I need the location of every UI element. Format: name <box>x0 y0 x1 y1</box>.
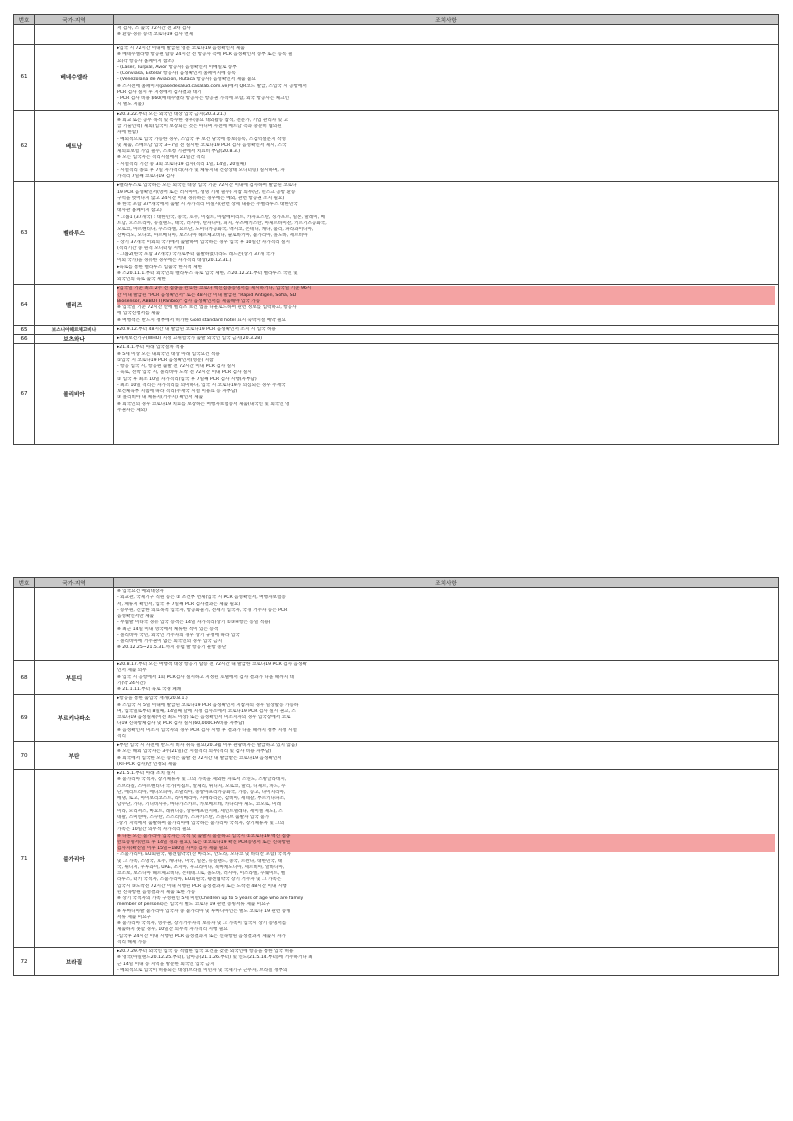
measure-line: 주권자는 제외) <box>117 407 147 413</box>
measure-line: 서, 체류지 확인서, 입국 후 7일째 PCR 검사결과는 제출 필요) <box>117 601 241 607</box>
measure-line: 스브라질, 스아르헨티나 국가(이집트, 알제리, 튀니지, 모로코, 말리, 니제르, 차드, 수 <box>117 783 286 789</box>
measure-line: 19 PCR 음성확인서(영어 또는 러시아어, 성명 기재 필수) 지참 의무(단, 민스크 공항 환승 <box>117 189 296 195</box>
measure-line: 나19 신속항체검사 및 PCR 검사 실시(60,000CFA비용 자부담) <box>117 721 245 727</box>
measure-line: 대사관 홈페이지 참고) <box>117 208 162 214</box>
country-name: 베트남 <box>35 110 114 182</box>
measure-line: - 스불가리아, EU회원국, 쉥겐협약국(산 마리노, 안도라, 모나코 및 바티칸 포함) 국적자 <box>117 852 291 858</box>
measure-line: - 예외적으로 입국이 허용되는 대상(브라질 이민자 및 국제기구 근무자, 브라질 정부의 <box>117 967 288 973</box>
measure-line: -입국후 24시간 이내 시행된 PCR 음성결과지 또는 신속항원 음성결과지 제출시 자가 <box>117 933 286 939</box>
measure-line: 시 별도 지불) <box>117 102 144 108</box>
measure-line: ※ 영국(아일랜드20.12.25.부터), 남아공(21.1.26.부터) 및 인도(21.5.14.부터)에 거주하거나 최 <box>117 955 313 961</box>
measure-line: ※ 입국 시 공항에서 1회 PCR검사 실시하고 지정된 호텔에서 검사 결과가 나올 때까지 대 <box>117 674 294 680</box>
measure-line: 모로코, 아르헨티나, 쿠스라엘, 요르단, 도미니카공화국, 멕시코, 몬테니, 캐나, 불리, 파라과이니아, <box>117 227 314 232</box>
measure-line: ※ 21.1.11.부터 육로 국경 폐쇄 <box>117 687 182 692</box>
measure-line: member of persons)은 입국시 별도 코로나 19 관련 증빙서류 제출 미요구 <box>117 902 270 908</box>
measure-line: - 항공 입국 시, 항공편 출발 전 72시간 이내 PCR 검사 실시 <box>117 364 236 369</box>
measure-line: - (Conviasa, Estelar 항공사) 음성확인서 홈페이지에 등록 <box>117 71 236 76</box>
country-name <box>35 25 114 45</box>
measure-line: 며, 입국일로부터 8일째, 14일째 날에 지정 검사소에서 코로나19 PCR 검사 실시 권고, 스 <box>117 708 296 714</box>
table-header-row <box>14 15 779 25</box>
measure-line: - 무협발 이타국 경유 입국 승객은 14일 자가격리(상기 ①③④항은 동일 적용) <box>117 620 271 626</box>
measure-line: ※ 불가리아 국적자, 영주권, 장기거주자격 보유자 및 그 가족이 입국시 상기 증명서를 <box>117 921 287 926</box>
measures-cell <box>114 110 779 182</box>
measure-line: 인서 제출 의무 <box>117 668 147 674</box>
header-no: 번호 <box>14 578 35 588</box>
country-name: 베네수엘라 <box>35 45 114 111</box>
row-number: 62 <box>14 110 35 182</box>
country-name: 브라질 <box>35 948 114 976</box>
measure-line: ①입국 시 코로나19 PCR 음성확인서(영문) 지참 <box>117 357 214 363</box>
measure-line: 라루스, 터키 국적자, 스불가리아, EU회원국, 쉥겐협약국 장기 거주자 및 그 가족은 <box>117 877 282 883</box>
row-number: 65 <box>14 325 35 334</box>
measures-cell <box>114 285 779 326</box>
measure-line: ※ 환승·경유 승객 코로나19 검사 면제 <box>117 32 194 38</box>
row-number: 69 <box>14 695 35 742</box>
measure-line: 검사지(확진일 이후 15일~180일 사이) 검사 제출 필요 <box>117 846 775 852</box>
measure-line: ※ 외교 또는 공무 목적 및 특수한 경우(중요 대외활동 참석, 전문가, 기업 관리자 및 고 <box>117 117 289 123</box>
measure-line: 된 신속항원 음성결과지 제출 또한 가능 <box>117 889 196 895</box>
measure-line: 구역을 벗어나지 않고 24시간 이내 경유하는 경우에는 예외, 관련 항공권 소지 필요) <box>117 195 285 201</box>
measure-line: 가족은 10일간 의무적 자가격리 필요 <box>117 827 191 833</box>
measure-line: 기(약 24시간) <box>117 680 146 686</box>
measure-line: - (Laser, Turpial, Avior 항공사) 음성확인서 이메일로 송부 <box>117 64 237 70</box>
measure-line: 제출하지 못할 경우, 10일간 의무적 자가격리 시행 필요 <box>117 927 228 933</box>
measure-line: ※ 스시전에 홈페이지(pasedesalud.casalab.com.ve)에서 QR코드 발급, 스입국 시 공항에서 <box>117 83 307 89</box>
measure-line: 격리 해제 가능 <box>117 939 147 945</box>
table-row <box>14 742 779 770</box>
measure-line: Biosensor, ABBOTT(Panbio)" 검사 음성확인서를 제출해야 입국 가능 <box>117 299 775 305</box>
measure-line: ※ 20.12.25~21.5.31.까지 유럽 발 항공기 운항 중단 <box>117 645 227 651</box>
measure-line: * 그룹1 (37개국) : 대한민국, 중국, 호주, 이집트, 아랍에미리트, 카자흐스탄, 싱가포르, 일본, 말레이, 베 <box>117 214 326 220</box>
country-name: 볼리비아 <box>35 344 114 445</box>
table-row <box>14 25 779 45</box>
row-number: 70 <box>14 742 35 770</box>
table-row <box>14 661 779 695</box>
measure-line: ※ 루마니아발 불가리아 입국자 중 불가리아 및 루마니아인은 별도 코로나 19 관련 증빙 <box>117 908 291 914</box>
measure-line: ▸벨라루스로 입국하는 모든 외국인 대상 입국 기준 72시간 이내에 검사하여 발급된 코로나 <box>117 183 297 189</box>
measure-line: 산마리노, 모나코, 아르메니아, 보스니아 헤르체고비나, 슬로바키아, 불가리아, 몰도바, 세르비아 <box>117 233 308 239</box>
measure-line: 코소보, 보스니아 헤르체고비나, 몬테네그로, 몰도바, 러시아, 이스라엘, 쿠웨이트, 벨 <box>117 871 286 876</box>
measure-line: ※ 상기 국적자의 가족 구성원인 5세 미만(Children up to 5 years of age who are family <box>117 896 304 901</box>
measure-line: 에 입국신청서를 제출 <box>117 311 160 317</box>
measures-cell <box>114 588 779 661</box>
measures-table-page-1 <box>13 14 779 445</box>
header-no: 번호 <box>14 15 35 25</box>
measure-line: ▸세계보건기구(WHO) 지정 고위험국가 출발 외국인 입국 금지(20.3.28) <box>117 336 263 341</box>
measure-line: 네팔, 스미얀마, 스쿠탄, 스스리랑카, 스파키스탄, 스몰디브 출발자 입국 불가 <box>117 814 270 820</box>
country-name: 보츠와나 <box>35 335 114 344</box>
table-row <box>14 45 779 111</box>
table-row <box>14 948 779 976</box>
measure-line: 제의료보험 가입 필수, 스초청 기관에서 치료비 부담(20.8.3.) <box>117 149 241 154</box>
measure-line: - 시설격리 기간 중 3회 코로나19 검사(격리 1일, 14일, 20일째) <box>117 161 247 167</box>
table-row <box>14 182 779 285</box>
measure-line: ▸부탄 입국 시 사전에 반드시 비자 취득 필요(20.3월 이후 관광비자는 발급하고 있지 않음) <box>117 743 298 748</box>
measure-line: ※ 모든 입국자는 격리시설에서 21일간 격리 <box>117 155 205 161</box>
measures-cell <box>114 742 779 770</box>
measures-cell <box>114 770 779 948</box>
measure-line: 음성확인서만 제출 <box>117 614 154 619</box>
header-country: 국가·지역 <box>35 15 114 25</box>
measure-line: ▸21.4.1.부터 아래 입국절차 적용 <box>117 345 185 351</box>
measure-line: 근 14일 이내 동 지역을 방문한 외국인 입국 금지 <box>117 961 215 967</box>
measure-line: ※ 베네수엘라행 항공편 탑승 24시간 전 항공사 측에 PCR 음성확인서 송부 또는 등록 필 <box>117 52 293 58</box>
measures-cell <box>114 325 779 334</box>
measure-line: 급 기술인력) 제외(입국이 보장되는 것은 아니며 사전에 베트남 측과 충분히 협의된 <box>117 124 282 129</box>
table-row <box>14 588 779 661</box>
measures-cell <box>114 661 779 695</box>
measure-line: ※ 다른 모든 불가리아 입국자는 국적 및 출발지 불문하고 입국시 ①코로나19 백신 접종 <box>117 834 775 840</box>
measures-cell <box>114 695 779 742</box>
row-number: 64 <box>14 285 35 326</box>
measure-line: 및 제출, 스베트남 입국 3~7일 전 실시한 코로나19 PCR 검사 음성확인서 제시, 스국 <box>117 142 287 148</box>
measure-line: ※ 스20.11.1.부터 외국인의 벨라루스 육로 입국 제한, 스20.12.21.부터 벨라루스 국민 및 <box>117 270 298 276</box>
measures-cell <box>114 335 779 344</box>
row-number: 72 <box>14 948 35 976</box>
measure-line: -상기 지역에서 출발하여 불가리아에 입국하는 불가리아 국적자, 장기체류자 및 그의 <box>117 821 285 826</box>
measure-line: 격리 <box>117 733 126 739</box>
measure-line: ▸입국일 기준 최소 2주 전 접종을 완료한 코로나 백신접종증명서를 제시하거나, 입국일 기준 96시 <box>117 286 775 292</box>
measure-line: 입국시 ③도착전 72시간 이내 시행된 PCR 음성결과지 또는 도착전 48시간 이내 시행 <box>117 883 287 889</box>
measure-line: ※ 외국에서 입국한 모든 승객은 출발 전 72시간 내 발급받은 코로나19 음성확인서 <box>117 755 282 761</box>
measure-line: ▸육로를 통한 벨라루스 입출국 한시적 제한 <box>117 264 203 270</box>
country-name: 벨리즈 <box>35 285 114 326</box>
measure-line: - 상기 37개국 이외의 국가에서 출발하여 입국하는 경우 입국 후 10일간 자가격리 실시 <box>117 239 290 245</box>
measure-line: ※ 입국요건 예외대상자 <box>117 589 164 594</box>
table-row <box>14 285 779 326</box>
table-row <box>14 325 779 334</box>
row-number <box>14 588 35 661</box>
table-row <box>14 110 779 182</box>
measure-line: - 최소 10일 격리는 자가격리를 의미하나, 입국 시 코로나19가 의심되는 경우 주재국 <box>117 382 286 388</box>
measures-table-page-2 <box>13 577 779 976</box>
measure-line: ※ 음성확인서 미소지 입국자의 경우 PCR 검사 시행 후 결과가 나올 때까지 정부 지정 시설 <box>117 727 297 733</box>
measure-line: - 시설격리 종료 후 7일 자가격리(자가 및 체류지내 건강상태 모니터링) 실시하며, 자 <box>117 167 285 173</box>
measures-cell <box>114 25 779 45</box>
measure-line: 트남, 오스트리아, 뉴질랜드, 태국, 러시아, 탄자니아, 피지, 우즈베키스탄, 아제르바이잔, 키르기즈공화국, <box>117 220 327 226</box>
measure-line: ▸20.8.17.부터 모든 여행객 대상 항공기 탑승 전 72시간 내 발급한 코로나19 PCR 검사 음성확 <box>117 662 307 667</box>
measure-line: - (Venezolana de Aviacion, Rutaca 항공사) 음성확인서 제출 불요 <box>117 77 256 83</box>
measures-cell <box>114 948 779 976</box>
country-name: 벨라루스 <box>35 182 114 285</box>
table-header-row <box>14 578 779 588</box>
measure-line: 완료증명서(완료 후 14일 경과 필요), 또는 ②코로나19 확진 PCR증명서 또는 신속항원 <box>117 840 775 846</box>
measure-line: 국, 튀니지, 우루과이, UAE, 조지아, 우크라이나, 북마케도니아, 세르비아, 알바니아, <box>117 864 285 870</box>
measures-cell <box>114 344 779 445</box>
measure-line: - 볼리비아 국민, 외국인 거주자의 경우 상기 규정에 따라 입국 <box>117 632 240 638</box>
measure-line: 단, 에리트리아, 에디오피아, 소말리아, 중앙아프리카공화국, 가봉, 콩고, 나이지리아, <box>117 789 286 795</box>
measure-line: 서류 제출 미요구 <box>117 914 151 920</box>
measure-line: ▸20.7.29.부터 외국인 입국 등 적법한 입국 요건을 갖춘 외국인에 항공을 통한 입국 허용 <box>117 949 294 954</box>
country-name: 불가리아 <box>35 770 114 948</box>
measure-line: ② 입국 후 최소 10일 자가격리(입국 후 7일째 PCR 검사 시행(자부담) <box>117 376 257 382</box>
measure-line: 자에 한함) <box>117 130 139 136</box>
country-name <box>35 588 114 661</box>
measure-line: 베냉, 토고, 아이보리코스트, 라이베리아, 시에라리온, 감비아, 세네갈, 부르키나파소, <box>117 796 286 801</box>
measure-line: 요(각 항공사 홈페이지 참조) <box>117 58 174 64</box>
measure-line: 코로나19 음성실제(이전 최도 이상) 또는 음성확인서 미소지자의 경우 입국장에서 코로 <box>117 715 291 720</box>
row-number: 61 <box>14 45 35 111</box>
measure-line: - 외교관, 국제기구 직원 등은 ② 조건부 면제(입국 시 PCR 음성확인서, 여행자보험증 <box>117 595 286 601</box>
measure-line: - PCR 검사 비용 $60(베네수엘라 항공사는 항공권 가격에 포함, 외국 항공사는 체크인 <box>117 96 290 101</box>
measure-line: ※ 여행객은 반드시 정부에서 허가한 Gold standard hotel 표시 숙박시설 예약 필요 <box>117 317 286 323</box>
measure-line: ▸20.9.12.부터 48시간 내 발급된 코로나19 PCR 음성확인서 소지 시 입국 허용 <box>117 326 276 332</box>
country-name: 부탄 <box>35 742 114 770</box>
row-number: 68 <box>14 661 35 695</box>
measure-line: (RT-PCR 검사)만 인정되 제출 <box>117 761 177 767</box>
measure-line: ※ 최근 14일 이내 영국에서 체류한 적이 있는 승객 <box>117 626 219 632</box>
measure-line: 이라, 모리셔스, 마요트, 레위니옹, 상투메프린시페, 세인트헬레나, 세이셸 제도), 스 <box>117 808 283 814</box>
measure-line: ③ 볼리비아 내 체류지(거주지) 확인서 제출 <box>117 395 204 401</box>
header-measures: 조치사항 <box>114 578 779 588</box>
measure-line: 및 그 가족, 스영국, 호주, 캐나다, 미국, 일본, 뉴질랜드, 중국, 르완다, 대한민국, 태 <box>117 858 283 864</box>
measure-line: 보건체육부 지침에 따라 격리(주재국 시설 이용료 등 자부담) <box>117 389 238 394</box>
measure-line: - 승무원, 긴급한 의료목적 입국자, 항공화물기, 전세기 입국자, 국경 거주자 등은 PCR <box>117 607 288 613</box>
measures-cell <box>114 45 779 111</box>
measure-line: 이외 국가)을 경유한 경우에는 자가격리 대상(20.12.31.) <box>117 258 232 264</box>
measure-line: (격리기간 중 원격 모니터링 시행) <box>117 245 185 251</box>
measure-line: ※ 5세 이상 모든 내외국인 대상 아래 입국요건 적용 <box>117 351 220 357</box>
row-number <box>14 25 35 45</box>
measure-line: 저 검사, 스 출국 72시간 전 3차 검사 <box>117 26 191 31</box>
measure-line: ▸입국 시 72시간 이내에 발급된 영문 코로나19 음성확인서 제출 <box>117 46 245 51</box>
measure-line: - 육로, 선박 입국 시, 볼리비아 도착 전 72시간 이내 PCR 검사 실시 <box>117 370 252 376</box>
table-row <box>14 695 779 742</box>
table-row <box>14 770 779 948</box>
measure-line: ▸20.3.22.부터 모든 외국인 대상 입국 금지(20.3.21.) <box>117 111 226 117</box>
row-number: 71 <box>14 770 35 948</box>
measures-cell <box>114 182 779 285</box>
row-number: 66 <box>14 335 35 344</box>
measure-line: - 볼리비아에 거주권이 없는 외국인의 경우 입국 금지 <box>117 639 223 644</box>
measure-line: - 예외적으로 입국 가능한 경우, 스입국 후 보건 당국에 통보(등록, 스검역설문지 작성 <box>117 136 286 142</box>
measure-line: ※ 스입국 시 5일 이내에 발급된 코로나19 PCR 음성확인서 지참자의 경우 일상활동 가능하 <box>117 702 299 708</box>
measure-line: ※ 불가리아 국적자, 장기체류자 및 그의 가족을 제외한 자로서 스연도, 스방글라데시, <box>117 777 287 783</box>
row-number: 63 <box>14 182 35 285</box>
measure-line: ※ 입국일 기준 72시간 안에 벨리즈 보건 앱을 다운로드하여 관련 정보를 입력하고, 항공사 <box>117 305 297 310</box>
measure-line: ※ 외국인의 경우 코로나19 치료를 보장하는 여행자보험증서 제출(내국인 및 외국인 영 <box>117 401 290 407</box>
measure-line: ▸항공을 통한 출입국 재개(20.8.1.) <box>117 696 188 702</box>
table-row <box>14 344 779 445</box>
country-name: 보스니아헤르체고비나 <box>35 325 114 334</box>
measure-line: ▸21.5.1.부터 아래 조치 실시 <box>117 771 176 776</box>
measure-line: ※ 모든 해외 입국자는 3주(21일)간 시설격리 의무(격리 및 검사 비용 자부담) <box>117 749 272 755</box>
measure-line: 외국인의 육로 출국 제한 <box>117 277 166 282</box>
header-country: 국가·지역 <box>35 578 114 588</box>
table-row <box>14 335 779 344</box>
header-measures: 조치사항 <box>114 15 779 25</box>
measure-line: 남수단, 가나, 기니비사우, 마다가스카르, 카보베르데, 카나리아 제도, 코모로, 미레 <box>117 802 281 808</box>
measure-line: - 그룹2(한국 포함 37개국) 국가로부터 출발하였더라도 레드존(상기 37개 국가 <box>117 252 275 257</box>
row-number: 67 <box>14 344 35 445</box>
measure-line: ※ 한국 포함 37*개국에서 출발 시 자가격리 미실시(관련 상세 내용은 주벨라루스 대한민국 <box>117 202 298 207</box>
country-name: 부르키나파소 <box>35 695 114 742</box>
measure-line: 가격리 7일째 코로나19 검사 <box>117 174 175 179</box>
measure-line: PCR 검사 실시 후 지정에서 검사결과 대기 <box>117 89 202 95</box>
country-name: 부룬디 <box>35 661 114 695</box>
measure-line: 간 이내 발급된 "PCR 음성확인서" 또는 48시간 이내 발급된 "Rapid Antigen, Sofia, SD <box>117 293 775 299</box>
